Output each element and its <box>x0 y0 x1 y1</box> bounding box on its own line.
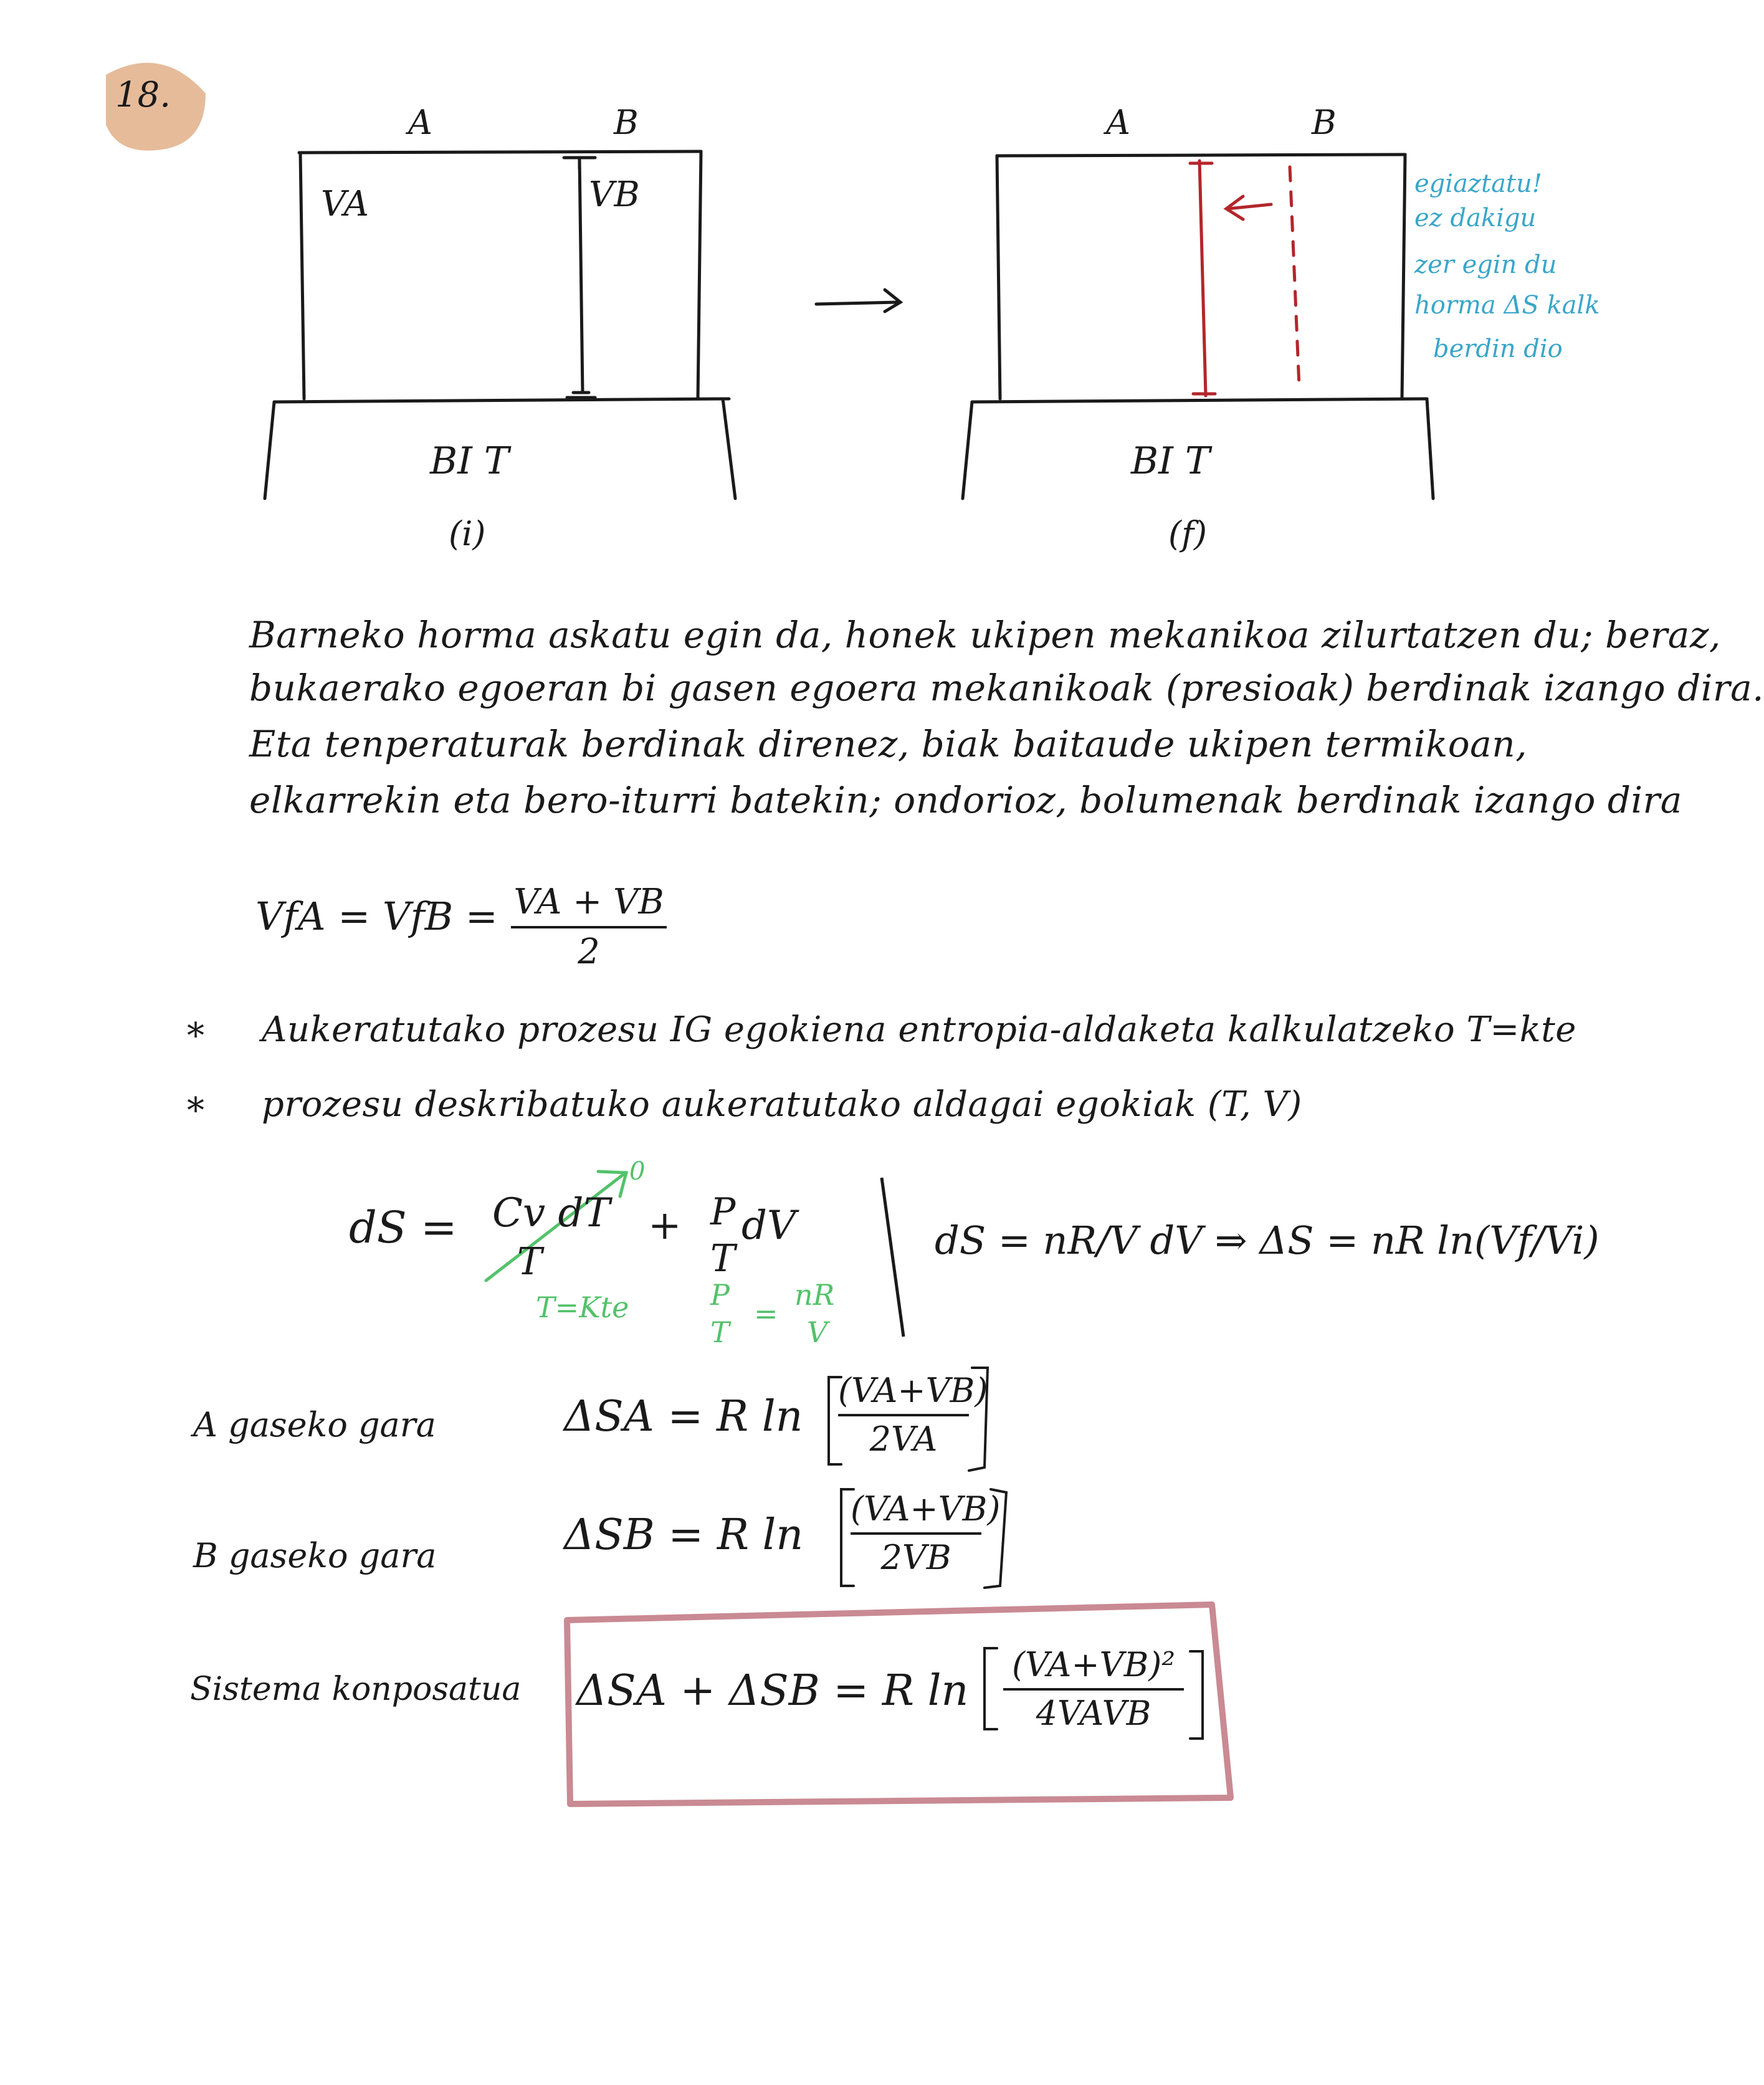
ds-constant-temp-note: T=Kte <box>536 1291 629 1324</box>
gas-b-denominator: 2VB <box>880 1538 951 1577</box>
fraction-bar <box>851 1532 981 1535</box>
state-final-label: (f) <box>1168 514 1208 553</box>
system-denominator: 4VAVB <box>1036 1694 1151 1733</box>
bath-final-label: BI T <box>1131 439 1210 483</box>
diagram-initial-label-a: A <box>408 103 432 142</box>
gas-b-numerator: (VA+VB) <box>851 1489 1001 1529</box>
gas-a-label: A gaseko gara <box>193 1405 436 1444</box>
gas-b-lhs: ΔSB = R ln <box>564 1510 804 1560</box>
ds-term2-tail: dV <box>741 1203 796 1249</box>
bullet-icon: * <box>187 1016 204 1056</box>
system-lhs: ΔSA + ΔSB = R ln <box>576 1666 969 1715</box>
bullet-icon: * <box>187 1090 204 1131</box>
final-volumes-numerator: VA + VB <box>513 882 664 922</box>
paragraph-line-2: bukaerako egoeran bi gasen egoera mekanikoak (presioak) berdinak izango dira. <box>249 667 1764 709</box>
ds-rhs: dS = nR/V dV ⇒ ΔS = nR ln(Vf/Vi) <box>935 1218 1600 1263</box>
final-volumes-fraction <box>511 882 667 972</box>
ds-pt-equals: = <box>754 1297 778 1330</box>
diagram-final-label-b: B <box>1312 103 1337 142</box>
system-fraction <box>1003 1645 1184 1733</box>
side-note-line-4: horma ΔS kalk <box>1414 291 1600 320</box>
gas-b-fraction <box>851 1489 1001 1577</box>
final-volumes-denominator: 2 <box>578 932 600 972</box>
bath-initial-label: BI T <box>430 439 509 483</box>
ds-pt-denominator: T <box>710 1315 730 1349</box>
moved-wall <box>1190 161 1299 396</box>
side-note-line-5: berdin dio <box>1433 335 1563 363</box>
ds-lhs: dS = <box>349 1202 457 1253</box>
ds-term2-numerator: P <box>710 1190 736 1234</box>
paragraph-line-1: Barneko horma askatu egin da, honek ukipen mekanikoa zilurtatzen du; beraz, <box>249 614 1721 656</box>
system-numerator: (VA+VB)² <box>1011 1645 1176 1684</box>
ds-term1-numerator: Cv dT <box>492 1190 611 1236</box>
state-initial-label: (i) <box>449 514 486 553</box>
bullet-line-1: Aukeratutako prozesu IG egokiena entropia-aldaketa kalkulatzeko T=kte <box>262 1009 1576 1050</box>
ds-pt-numerator: P <box>710 1278 730 1312</box>
problem-number: 18. <box>115 75 171 115</box>
paragraph-line-3: Eta tenperaturak berdinak direnez, biak baitaude ukipen termikoan, <box>249 723 1528 765</box>
gas-b-label: B gaseko gara <box>193 1536 437 1575</box>
transition-arrow-icon <box>816 290 900 312</box>
side-note-line-3: zer egin du <box>1414 250 1557 279</box>
paragraph-line-4: elkarrekin eta bero-iturri batekin; ondorioz, bolumenak berdinak izango dira <box>249 779 1682 821</box>
gas-a-fraction <box>838 1371 988 1459</box>
system-label: Sistema konposatua <box>190 1671 522 1708</box>
volume-b-label: VB <box>589 174 640 215</box>
final-volumes-lhs: VfA = VfB = <box>255 894 498 939</box>
fraction-bar <box>511 926 667 928</box>
side-note-line-1: egiaztatu! <box>1414 169 1542 198</box>
gas-a-numerator: (VA+VB) <box>838 1371 988 1410</box>
fraction-bar <box>838 1414 969 1416</box>
ds-zero-note: 0 <box>629 1157 646 1186</box>
ds-nr-denominator: V <box>807 1315 828 1349</box>
ds-term2-denominator: T <box>710 1237 736 1281</box>
fraction-bar <box>1003 1688 1184 1691</box>
ds-nr-numerator: nR <box>794 1278 835 1312</box>
bullet-line-2: prozesu deskribatuko aukeratutako aldagai egokiak (T, V) <box>262 1084 1302 1125</box>
equation-divider <box>882 1178 903 1337</box>
diagram-initial-label-b: B <box>614 103 639 142</box>
gas-a-lhs: ΔSA = R ln <box>564 1392 803 1441</box>
side-note-line-2: ez dakigu <box>1414 204 1537 232</box>
ds-term1-denominator: T <box>517 1240 543 1284</box>
diagram-final-label-a: A <box>1106 103 1130 142</box>
ds-plus: + <box>648 1203 682 1249</box>
volume-a-label: VA <box>321 184 369 224</box>
gas-a-denominator: 2VA <box>869 1419 938 1459</box>
